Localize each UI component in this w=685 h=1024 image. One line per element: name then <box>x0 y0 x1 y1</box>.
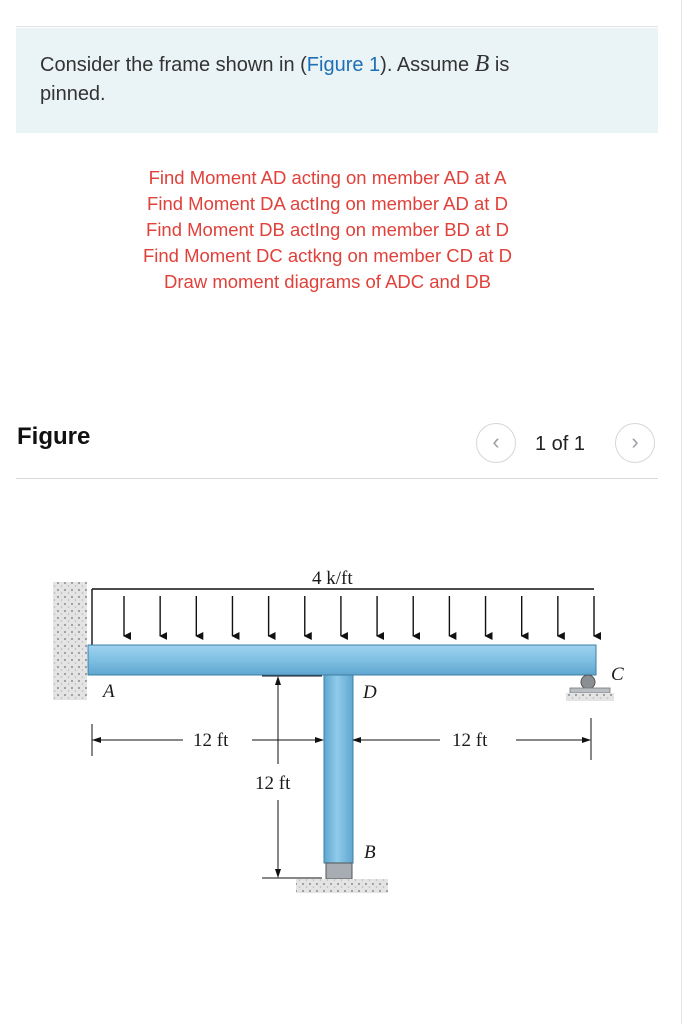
distributed-load <box>92 589 594 645</box>
dim-left-span: 12 ft <box>193 730 229 751</box>
chevron-left-icon: ‹ <box>492 429 500 454</box>
label-c: C <box>611 664 624 685</box>
chevron-right-icon: › <box>631 429 639 454</box>
figure-link[interactable]: Figure 1 <box>306 54 381 76</box>
task-item: Find Moment DB actIng on member BD at D <box>146 219 509 240</box>
task-item: Find Moment DA actIng on member AD at D <box>147 193 508 214</box>
figure-heading: Figure <box>17 423 91 450</box>
wall-support-a <box>53 582 87 700</box>
figure-pager-count: 1 of 1 <box>535 433 586 455</box>
dim-column-height: 12 ft <box>255 773 291 794</box>
question-line-2: pinned. <box>40 83 106 105</box>
task-item: Find Moment AD acting on member AD at A <box>148 167 507 188</box>
label-b: B <box>364 842 376 863</box>
math-symbol-b: B <box>474 51 490 77</box>
dim-right-span: 12 ft <box>452 730 488 751</box>
roller-support-c <box>566 675 614 701</box>
task-item: Find Moment DC actkng on member CD at D <box>142 245 513 266</box>
load-label: 4 k/ft <box>312 568 353 589</box>
task-item: Draw moment diagrams of ADC and DB <box>164 271 491 292</box>
question-prefix: Consider the frame shown in ( <box>40 54 307 76</box>
question-suffix: is <box>489 54 510 76</box>
column-db <box>324 675 353 863</box>
question-mid: ). Assume <box>380 54 475 76</box>
beam-ac <box>88 645 596 675</box>
label-d: D <box>363 682 377 703</box>
load-arrows <box>124 596 594 636</box>
label-a: A <box>103 681 115 702</box>
